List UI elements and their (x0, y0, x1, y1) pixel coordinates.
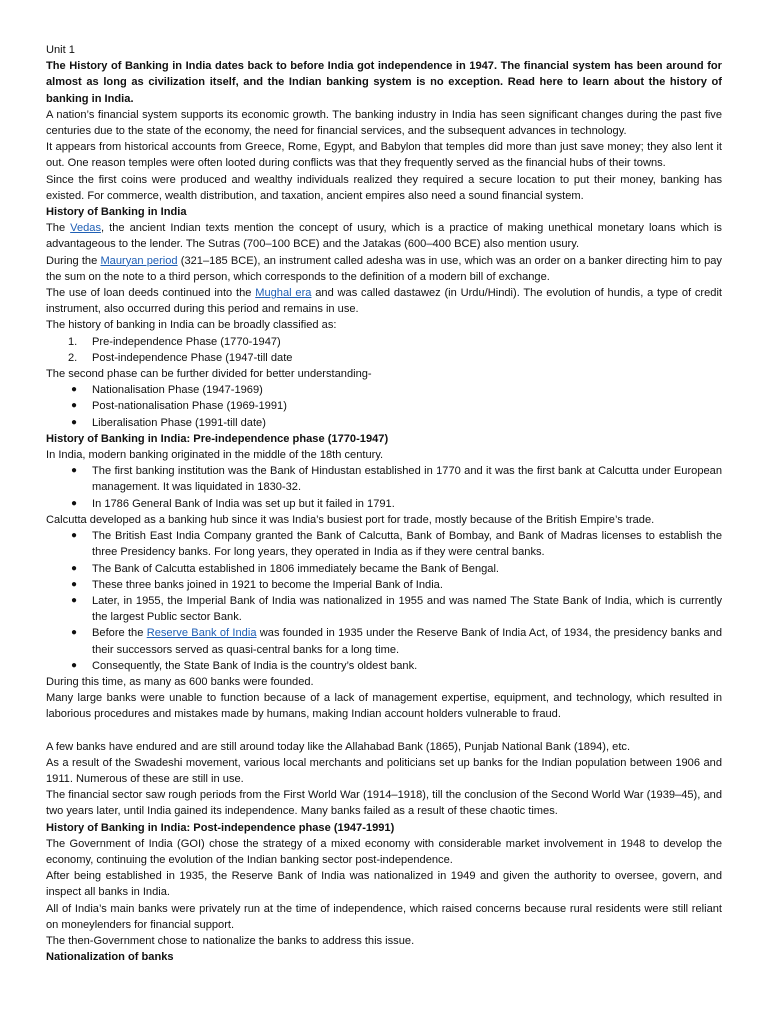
list-item: ● The Bank of Calcutta established in 1806 immediately became the Bank of Bengal. (46, 561, 722, 577)
unit-label: Unit 1 (46, 44, 75, 56)
bullet-icon: ● (71, 578, 78, 590)
list-item: ● These three banks joined in 1921 to become the Imperial Bank of India. (46, 577, 722, 593)
list-item: ● The British East India Company granted the Bank of Calcutta, Bank of Bombay, and Bank of Madras licenses to establish the three Presidency banks. For long years, they operated in India as if they were central banks. (71, 530, 722, 559)
list-item: ● Post-nationalisation Phase (1969-1991) (46, 398, 722, 414)
paragraph-rbi-nationalized: After being established in 1935, the Reserve Bank of India was nationalized in 1949 and given the authority to oversee, govern, and inspect all banks in India. (46, 870, 722, 899)
phase-list (46, 334, 722, 366)
blank-line (46, 723, 722, 739)
list-item: ● The first banking institution was the Bank of Hindustan established in 1770 and it was the first bank at Calcutta under European management. It was liquidated in 1830-32. (71, 465, 722, 494)
paragraph-modern-banking: In India, modern banking originated in the middle of the 18th century. (46, 449, 384, 462)
intro-heading: The History of Banking in India dates back to before India got independence in 1947. The financial system has been around for almost as long as civilization itself, and the Indian banking system is no exception. Read here to learn about the history of banking in India. (46, 60, 722, 105)
bullet-icon: ● (71, 497, 78, 509)
mughal-era-link[interactable]: Mughal era (255, 287, 312, 300)
bullet-icon: ● (71, 659, 78, 671)
paragraph-rough-periods: The financial sector saw rough periods from the First World War (1914–1918), till the conclusion of the Second World War (1939–45), and two years later, until India gained its independence. Many banks failed as a result of these chaotic times. (46, 789, 722, 818)
section-heading-history: History of Banking in India (46, 206, 187, 219)
mauryan-period-link[interactable]: Mauryan period (100, 254, 178, 267)
bullet-icon: ● (71, 465, 78, 477)
bullet-icon: ● (71, 384, 78, 396)
list-item: ● Consequently, the State Bank of India is the country’s oldest bank. (46, 658, 722, 674)
paragraph-financial-system: A nation’s financial system supports its economic growth. The banking industry in India has seen significant changes during the past five centuries due to the state of the economy, the need for financial services, and the subsequent advances in technology. (46, 108, 722, 138)
paragraph-privately-run: All of India’s main banks were privately run at the time of independence, which raised concerns because rural residents were still reliant on moneylenders for financial support. (46, 902, 722, 931)
section-heading-nationalization: Nationalization of banks (46, 951, 174, 964)
pre-independence-list-1 (46, 463, 722, 512)
section-heading-pre-independence: History of Banking in India: Pre-independence phase (1770-1947) (46, 432, 389, 445)
paragraph-endured: A few banks have endured and are still around today like the Allahabad Bank (1865), Punjab National Bank (1894), etc. (46, 740, 631, 753)
paragraph-classified: The history of banking in India can be broadly classified as: (46, 319, 337, 332)
paragraph-unable: Many large banks were unable to function because of a lack of management expertise, equipment, and technology, which resulted in laborious procedures and mistakes made by humans, making Indian account holders vulnerable to fraud. (46, 692, 722, 721)
bullet-icon: ● (71, 627, 78, 639)
bullet-icon: ● (71, 562, 78, 574)
list-item: ● Later, in 1955, the Imperial Bank of India was nationalized in 1955 and was named The State Bank of India, which is currently the largest Public sector Bank. (71, 594, 722, 624)
paragraph-calcutta: Calcutta developed as a banking hub since it was India’s busiest port for trade, mostly because of the British Empire’s trade. (46, 513, 655, 526)
list-item: 1. Pre-independence Phase (1770-1947) (68, 335, 281, 348)
bullet-icon: ● (71, 530, 78, 542)
paragraph-swadeshi: As a result of the Swadeshi movement, various local merchants and politicians set up banks for the Indian population between 1906 and 1911. Numerous of these are still in use. (46, 756, 722, 785)
list-item: 2. Post-independence Phase (1947-till date (68, 351, 293, 364)
paragraph-mauryan: During the Mauryan period (321–185 BCE), an instrument called adesha was in use, which was an order on a banker directing him to pay the sum on the note to a third person, which corresponds to the definition of a modern bill of exchange. (46, 254, 722, 283)
paragraph-vedas: The Vedas, the ancient Indian texts mention the concept of usury, which is a practice of making unethical monetary loans which is advantageous to the lender. The Sutras (700–100 BCE) and the Jatakas (600–400 BCE) also mention usury. (46, 222, 722, 251)
paragraph-temples: It appears from historical accounts from Greece, Rome, Egypt, and Babylon that temples did more than just save money; they also lent it out. One reason temples were often looted during conflicts was that they frequently served as the financial hubs of their towns. (46, 141, 722, 170)
subphase-list (46, 382, 722, 431)
paragraph-mughal: The use of loan deeds continued into the Mughal era and was called dastawez (in Urdu/Hindi). The evolution of hundis, a type of credit instrument, also occurred during this period and remains in use. (46, 287, 722, 316)
paragraph-second-phase: The second phase can be further divided for better understanding- (46, 368, 372, 381)
paragraph-goi: The Government of India (GOI) chose the strategy of a mixed economy with considerable market involvement in 1948 to develop the economy, continuing the evolution of the Indian banking sector post-independence. (46, 837, 722, 866)
bullet-icon: ● (71, 400, 78, 412)
pre-independence-list-2 (46, 528, 722, 674)
list-item: ● Before the Reserve Bank of India was founded in 1935 under the Reserve Bank of India Act, of 1934, the presidency banks and their successors served as quasi-central banks for a long time. (71, 627, 722, 656)
reserve-bank-link[interactable]: Reserve Bank of India (146, 627, 257, 640)
vedas-link[interactable]: Vedas (70, 222, 101, 235)
bullet-icon: ● (71, 416, 78, 428)
bullet-icon: ● (71, 594, 78, 606)
paragraph-600-banks: During this time, as many as 600 banks were founded. (46, 675, 314, 688)
list-item: ● In 1786 General Bank of India was set up but it failed in 1791. (46, 496, 722, 512)
section-heading-post-independence: History of Banking in India: Post-independence phase (1947-1991) (46, 821, 395, 834)
paragraph-then-government: The then-Government chose to nationalize the banks to address this issue. (46, 934, 415, 947)
list-item: ● Liberalisation Phase (1991-till date) (46, 415, 722, 431)
paragraph-coins: Since the first coins were produced and wealthy individuals realized they required a secure location to put their money, banking has existed. For commerce, wealth distribution, and taxation, ancient empires also need a sound financial system. (46, 173, 722, 202)
list-item: ● Nationalisation Phase (1947-1969) (46, 382, 722, 398)
